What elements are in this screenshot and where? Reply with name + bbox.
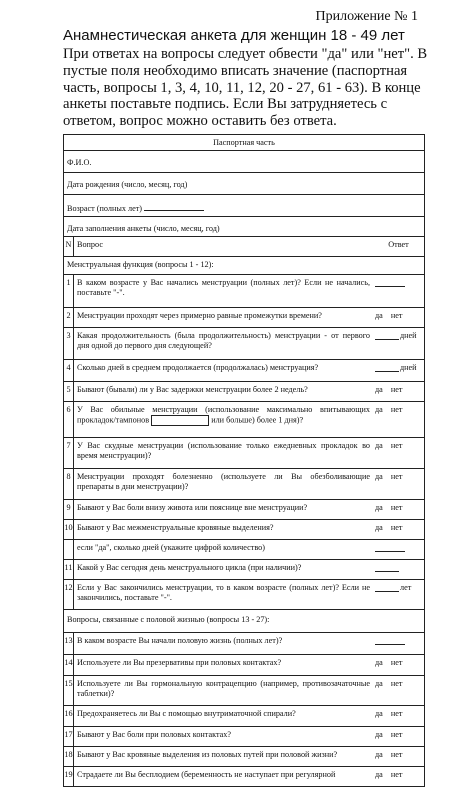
question-row: 9 Бывают у Вас боли внизу живота или пояснице вне менструации? да нет <box>63 500 425 520</box>
no-option[interactable]: нет <box>390 385 403 394</box>
question-row: 2 Менструации проходят через примерно равные промежутки времени? да нет <box>63 308 425 328</box>
question-text: В каком возрасте Вы начали половую жизнь (полных лет)? <box>77 636 283 645</box>
yes-option[interactable]: да <box>375 385 383 394</box>
question-subrow <box>63 540 425 560</box>
question-text: У Вас скудные менструации (использование только ежедневных прокладок во время менструации)? <box>77 441 370 460</box>
question-row: 14 Используете ли Вы презервативы при половых контактах? да нет <box>63 655 425 676</box>
yes-option[interactable]: да <box>375 523 383 532</box>
dob-field[interactable] <box>63 173 425 195</box>
question-row: 4 Сколько дней в среднем продолжается (продолжалась) менструация? дней <box>63 360 425 382</box>
no-option[interactable]: нет <box>390 709 403 718</box>
question-text: Если у Вас закончились менструации, то в каком возрасте (полных лет)? Если не закончились, поставьте "-". <box>77 583 370 602</box>
no-option[interactable]: нет <box>390 658 403 667</box>
no-option[interactable]: нет <box>390 770 403 779</box>
answer-blank[interactable] <box>375 563 399 572</box>
yes-option[interactable]: да <box>375 770 383 779</box>
no-option[interactable]: нет <box>390 750 403 759</box>
col-n-header: N <box>64 237 74 256</box>
answer-blank[interactable] <box>375 278 405 287</box>
no-option[interactable]: нет <box>390 730 403 739</box>
yes-option[interactable]: да <box>375 750 383 759</box>
question-row: 12 Если у Вас закончились менструации, то в каком возрасте (полных лет)? Если не закончились, поставьте "-". лет <box>63 580 425 610</box>
question-row: 17 Бывают у Вас боли при половых контактах? да нет <box>63 727 425 747</box>
section-sexual-life: Вопросы, связанные с половой жизнью (вопросы 13 - 27): <box>63 610 425 633</box>
page-title: Анамнестическая анкета для женщин 18 - 49 лет <box>63 27 405 44</box>
question-row: 10 Бывают у Вас межменструальные кровяные выделения? да нет <box>63 520 425 540</box>
table-header-row <box>63 237 425 257</box>
passport-heading: Паспортная часть <box>63 134 425 151</box>
question-text: Какой у Вас сегодня день менструального цикла (при наличии)? <box>77 563 302 572</box>
dob-label: Дата рождения (число, месяц, год) <box>67 180 188 189</box>
yes-option[interactable]: да <box>375 730 383 739</box>
age-field[interactable] <box>63 195 425 217</box>
question-text: Бывают (бывали) ли у Вас задержки менструации более 2 недель? <box>77 385 308 394</box>
question-row: 7 У Вас скудные менструации (использование только ежедневных прокладок во время менструации)? да нет <box>63 438 425 469</box>
question-row: 13 В каком возрасте Вы начали половую жизнь (полных лет)? <box>63 633 425 655</box>
question-row: 1 В каком возрасте у Вас начались менструации (полных лет)? Если не начались, поставьте "-". <box>63 275 425 308</box>
days-unit: дней <box>400 331 417 340</box>
question-text: Предохраняетесь ли Вы с помощью внутриматочной спирали? <box>77 709 296 718</box>
yes-option[interactable]: да <box>375 658 383 667</box>
yes-option[interactable]: да <box>375 679 383 688</box>
years-unit: лет <box>400 583 412 592</box>
no-option[interactable]: нет <box>390 523 403 532</box>
question-subtext: если "да", сколько дней (укажите цифрой количество) <box>77 543 265 552</box>
question-row: 18 Бывают у Вас кровяные выделения из половых путей при половой жизни? да нет <box>63 747 425 767</box>
yes-option[interactable]: да <box>375 311 383 320</box>
question-text: У Вас обильные менструации (использование максимально впитывающих прокладок/тампонов или больше) более 1 дня)? <box>77 405 370 425</box>
question-row: 6 У Вас обильные менструации (использование максимально впитывающих прокладок/тампонов или больше) более 1 дня)? да нет <box>63 402 425 438</box>
question-text: Бывают у Вас межменструальные кровяные выделения? <box>77 523 274 532</box>
section-menstrual: Менструальная функция (вопросы 1 - 12): <box>63 257 425 275</box>
question-text: Используете ли Вы гормональную контрацепцию (например, противозачаточные таблетки)? <box>77 679 370 698</box>
answer-blank[interactable] <box>375 363 399 372</box>
question-text: Менструации проходят через примерно равные промежутки времени? <box>77 311 322 320</box>
question-row: 15 Используете ли Вы гормональную контрацепцию (например, противозачаточные таблетки)? да нет <box>63 676 425 706</box>
question-row: 11 Какой у Вас сегодня день менструального цикла (при наличии)? <box>63 560 425 580</box>
question-row: 8 Менструации проходят болезненно (используете ли Вы обезболивающие препараты в дни менструации)? да нет <box>63 469 425 500</box>
question-row: 5 Бывают (бывали) ли у Вас задержки менструации более 2 недель? да нет <box>63 382 425 402</box>
answer-blank[interactable] <box>375 331 399 340</box>
fill-date-field[interactable] <box>63 217 425 237</box>
question-row: 3 Какая продолжительность (была продолжительность) менструации - от первого дня одной до первого дня следующей? дней <box>63 328 425 360</box>
question-text: В каком возрасте у Вас начались менструации (полных лет)? Если не начались, поставьте "-". <box>77 278 370 297</box>
age-blank[interactable] <box>144 202 204 211</box>
fill-date-label: Дата заполнения анкеты (число, месяц, год) <box>67 224 220 233</box>
question-row: 16 Предохраняетесь ли Вы с помощью внутриматочной спирали? да нет <box>63 706 425 727</box>
count-box[interactable] <box>151 415 209 426</box>
question-text: Страдаете ли Вы бесплодием (беременность не наступает при регулярной <box>77 770 336 779</box>
question-text: Бывают у Вас боли при половых контактах? <box>77 730 232 739</box>
instructions-text: При ответах на вопросы следует обвести "да" или "нет". В пустые поля необходимо вписать значение (паспортная часть, вопросы 1, 3, 4, 10, 11, 12, 20 - 27, 61 - 63). В конце анкеты поставьте подпись. Если Вы затрудняетесь с ответом, вопрос можно оставить без ответа. <box>63 46 428 130</box>
no-option[interactable]: нет <box>390 405 403 414</box>
col-question-header: Вопрос <box>77 240 103 249</box>
no-option[interactable]: нет <box>390 503 403 512</box>
yes-option[interactable]: да <box>375 503 383 512</box>
appendix-label: Приложение № 1 <box>315 9 418 24</box>
question-text: Сколько дней в среднем продолжается (продолжалась) менструация? <box>77 363 319 372</box>
answer-blank[interactable] <box>375 583 399 592</box>
col-answer-header: Ответ <box>388 240 409 249</box>
age-label: Возраст (полных лет) <box>67 204 143 213</box>
yes-option[interactable]: да <box>375 405 383 414</box>
question-text: Бывают у Вас боли внизу живота или пояснице вне менструации? <box>77 503 308 512</box>
no-option[interactable]: нет <box>390 441 403 450</box>
answer-blank[interactable] <box>375 636 405 645</box>
question-text: Какая продолжительность (была продолжительность) менструации - от первого дня одной до первого дня следующей? <box>77 331 370 350</box>
question-row: 19 Страдаете ли Вы бесплодием (беременность не наступает при регулярной да нет <box>63 767 425 787</box>
question-text: Используете ли Вы презервативы при половых контактах? <box>77 658 282 667</box>
question-text: Бывают у Вас кровяные выделения из половых путей при половой жизни? <box>77 750 338 759</box>
no-option[interactable]: нет <box>390 679 403 688</box>
no-option[interactable]: нет <box>390 472 403 481</box>
yes-option[interactable]: да <box>375 472 383 481</box>
fio-label: Ф.И.О. <box>67 158 92 167</box>
answer-blank[interactable] <box>375 543 405 552</box>
question-text: Менструации проходят болезненно (используете ли Вы обезболивающие препараты в дни менструации)? <box>77 472 370 491</box>
no-option[interactable]: нет <box>390 311 403 320</box>
yes-option[interactable]: да <box>375 709 383 718</box>
yes-option[interactable]: да <box>375 441 383 450</box>
questionnaire-form <box>63 134 425 787</box>
fio-field[interactable] <box>63 151 425 173</box>
days-unit: дней <box>400 363 417 372</box>
